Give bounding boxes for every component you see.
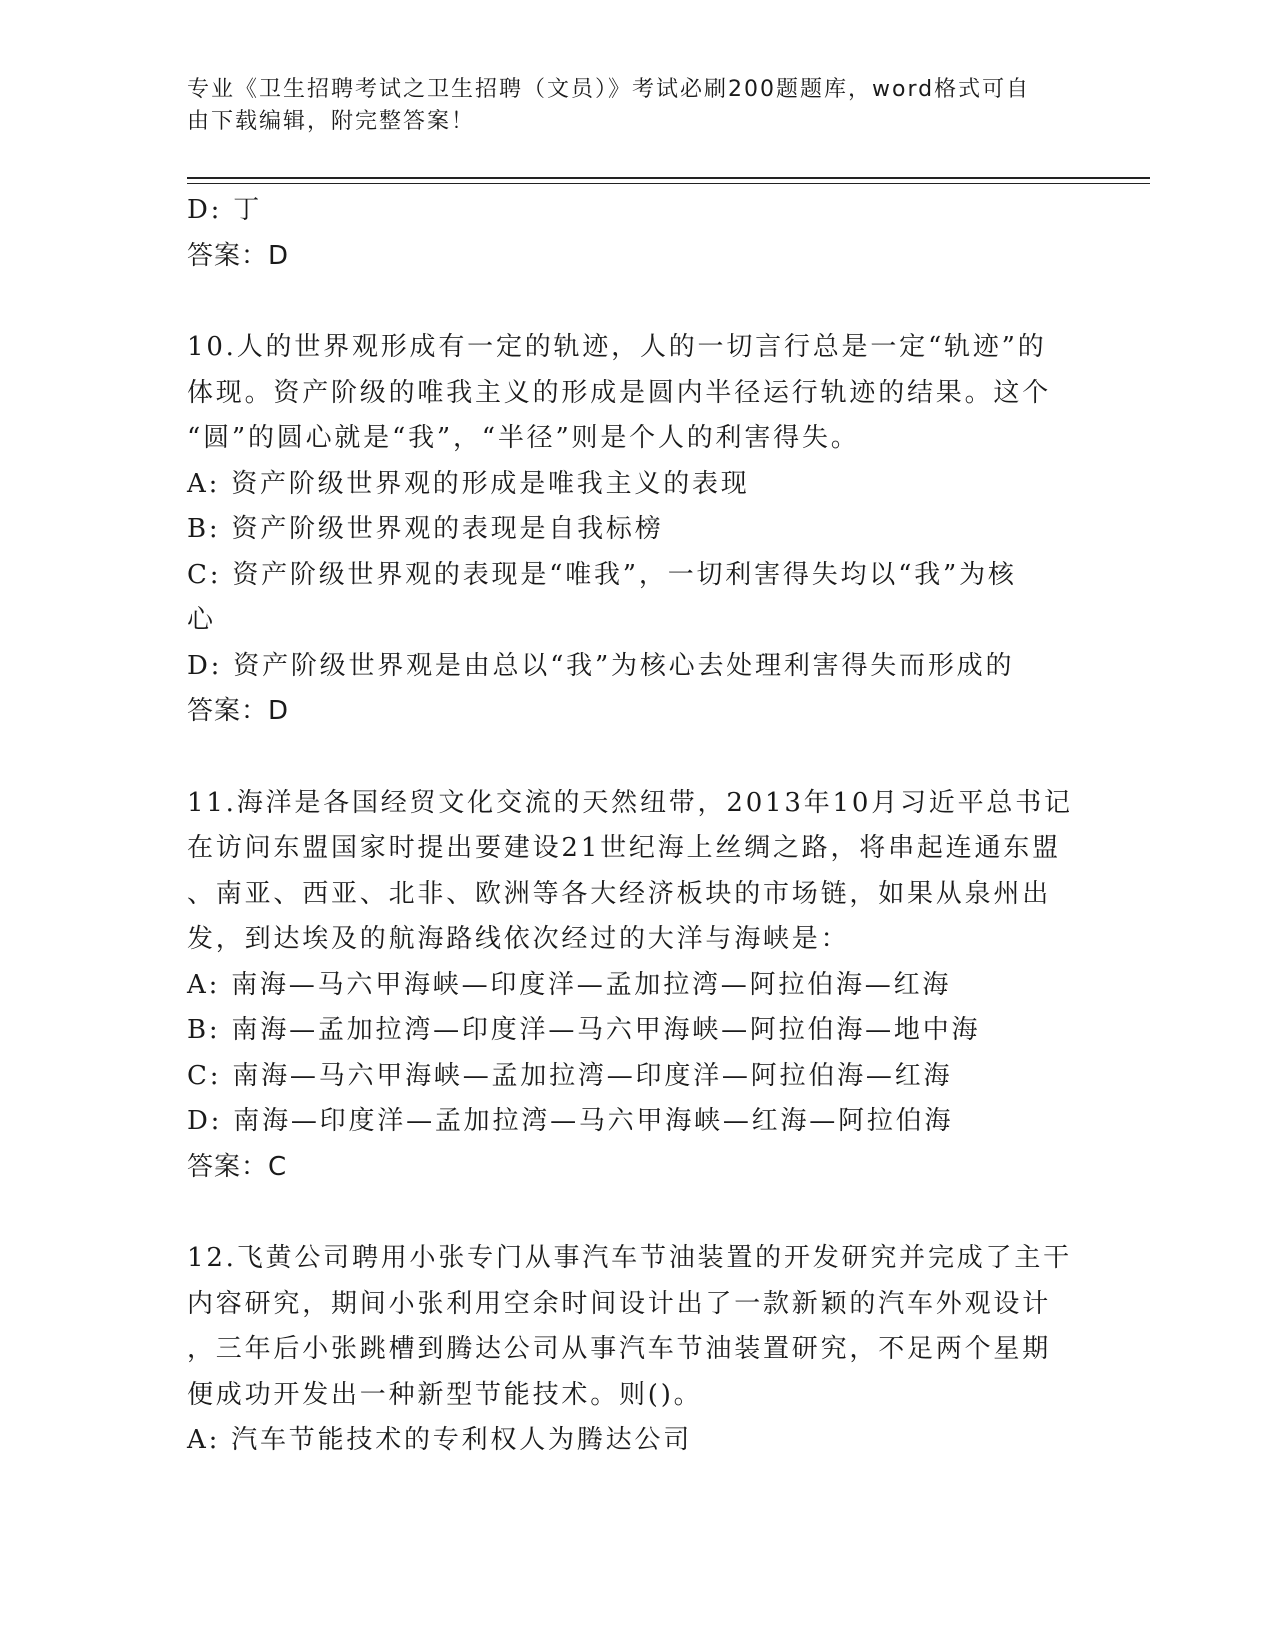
question-text: 体现。资产阶级的唯我主义的形成是圆内半径运行轨迹的结果。这个 [187,377,1052,408]
answer-line: 答案：D [187,240,290,271]
question-text: 便成功开发出一种新型节能技术。则()。 [187,1379,703,1410]
document-header [187,74,1087,138]
question-11 [187,781,1087,1191]
option-c: C: 资产阶级世界观的表现是“唯我”，一切利害得失均以“我”为核 [187,559,1017,590]
option-b: B: 资产阶级世界观的表现是自我标榜 [187,514,664,544]
document-body [187,188,1087,1464]
option-d: D: 丁 [187,195,263,225]
question-text: 内容研究，期间小张利用空余时间设计出了一款新颖的汽车外观设计 [187,1288,1052,1319]
header-line: 专业《卫生招聘考试之卫生招聘（文员）》考试必刷200题题库，word格式可自 [187,77,1031,102]
question-text: ，三年后小张跳槽到腾达公司从事汽车节油装置研究，不足两个星期 [187,1334,1052,1364]
question-text: 、南亚、西亚、北非、欧洲等各大经济板块的市场链，如果从泉州出 [187,878,1052,909]
option-a: A: 汽车节能技术的专利权人为腾达公司 [187,1425,693,1455]
question-10 [187,325,1087,735]
option-a: A: 资产阶级世界观的形成是唯我主义的表现 [187,468,750,499]
header-line: 由下载编辑，附完整答案！ [187,109,476,134]
answer-line: 答案：C [187,1151,288,1182]
question-text: 发，到达埃及的航海路线依次经过的大洋与海峡是： [187,924,850,954]
question-text: “圆”的圆心就是“我”，“半径”则是个人的利害得失。 [187,423,860,453]
option-c: C: 南海—马六甲海峡—孟加拉湾—印度洋—阿拉伯海—红海 [187,1060,953,1091]
question-text: 在访问东盟国家时提出要建设21世纪海上丝绸之路，将串起连通东盟 [187,833,1061,863]
answer-line: 答案：D [187,696,290,726]
header-rule-thin [187,183,1150,184]
option-a: A: 南海—马六甲海峡—印度洋—孟加拉湾—阿拉伯海—红海 [187,969,952,1000]
header-rule-thick [187,177,1150,179]
option-d: D: 南海—印度洋—孟加拉湾—马六甲海峡—红海—阿拉伯海 [187,1106,954,1136]
question-text: 12.飞黄公司聘用小张专门从事汽车节油装置的开发研究并完成了主干 [187,1243,1072,1273]
option-b: B: 南海—孟加拉湾—印度洋—马六甲海峡—阿拉伯海—地中海 [187,1015,981,1045]
option-d: D: 资产阶级世界观是由总以“我”为核心去处理利害得失而形成的 [187,650,1015,681]
question-text: 10.人的世界观形成有一定的轨迹，人的一切言行总是一定“轨迹”的 [187,332,1047,362]
question-12 [187,1236,1087,1464]
question-text: 11.海洋是各国经贸文化交流的天然纽带，2013年10月习近平总书记 [187,787,1073,818]
option-c: 心 [187,605,216,635]
